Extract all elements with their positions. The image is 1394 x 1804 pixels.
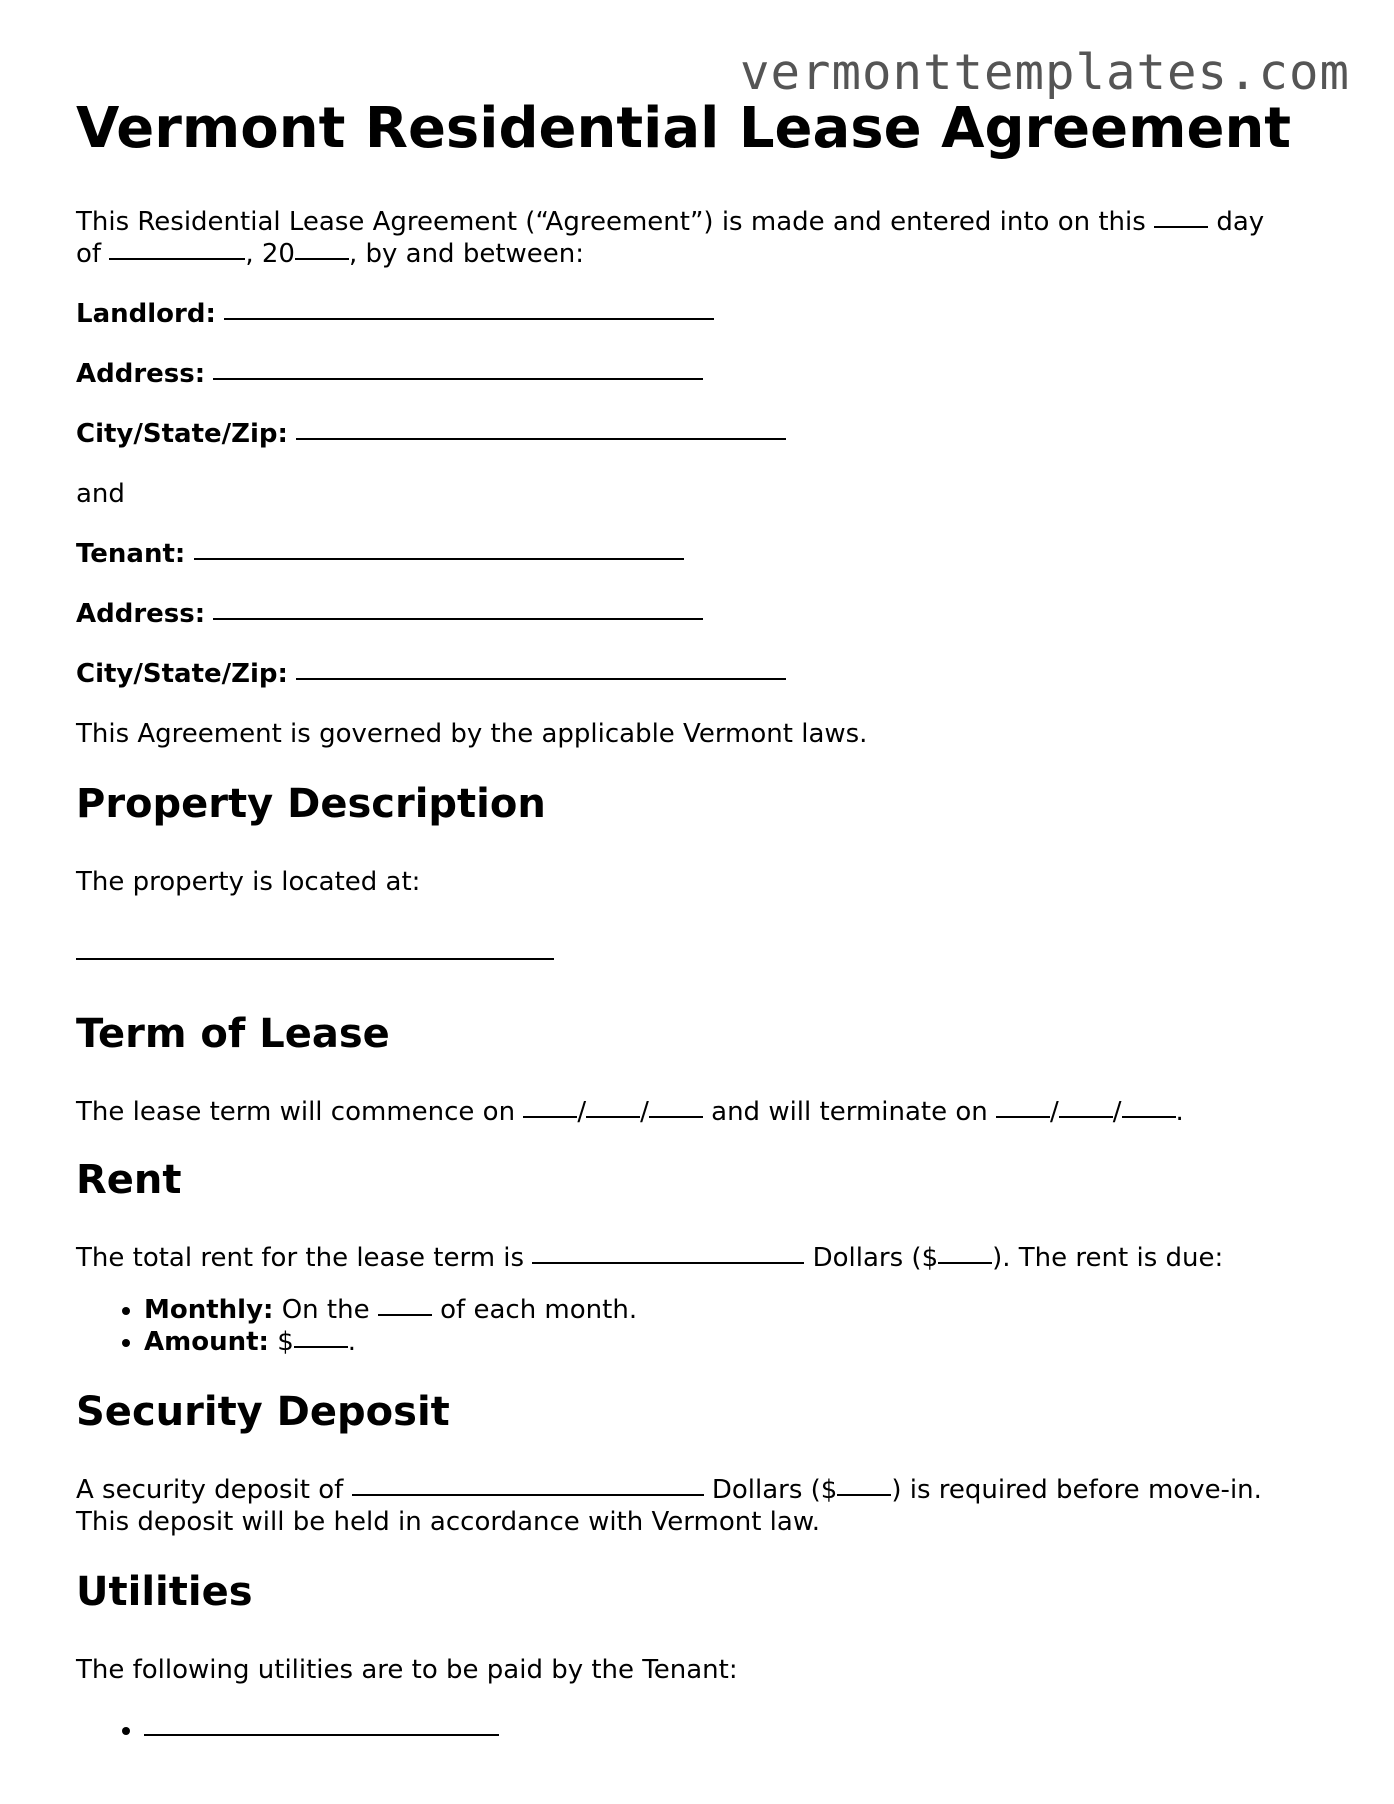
landlord-address-row xyxy=(76,358,1326,390)
list-item xyxy=(144,1294,1326,1326)
list-item xyxy=(144,1326,1326,1358)
start-day-blank[interactable] xyxy=(586,1116,640,1118)
intro-text-3: of xyxy=(76,239,102,269)
amount-end: . xyxy=(347,1327,356,1357)
tenant-address-blank[interactable] xyxy=(213,618,703,620)
tenant-name-row xyxy=(76,538,1326,570)
landlord-address-blank[interactable] xyxy=(213,378,703,380)
rent-heading: Rent xyxy=(76,1157,182,1203)
deposit-text xyxy=(76,1474,1326,1506)
amount-label: Amount: xyxy=(144,1327,269,1357)
month-blank[interactable] xyxy=(109,258,245,260)
landlord-name-row xyxy=(76,298,1326,330)
rent-text xyxy=(76,1242,1326,1274)
term-text-1: The lease term will commence on xyxy=(76,1097,516,1127)
intro-text-5: , by and between: xyxy=(348,239,585,269)
property-address-row xyxy=(76,938,1326,970)
term-text-2: and will terminate on xyxy=(711,1097,988,1127)
term-slash-1: / xyxy=(577,1097,587,1127)
landlord-city-label: City/State/Zip: xyxy=(76,419,288,449)
document-title: Vermont Residential Lease Agreement xyxy=(76,96,1292,161)
rent-total-amount-blank[interactable] xyxy=(938,1262,992,1264)
landlord-label: Landlord: xyxy=(76,299,216,329)
monthly-amount-blank[interactable] xyxy=(294,1346,348,1348)
rent-list xyxy=(76,1294,1326,1358)
utilities-text: The following utilities are to be paid by the Tenant: xyxy=(76,1655,738,1685)
tenant-city-blank[interactable] xyxy=(296,678,786,680)
intro-text-2: day xyxy=(1216,207,1265,237)
rent-total-words-blank[interactable] xyxy=(532,1262,804,1264)
year-blank[interactable] xyxy=(295,258,349,260)
intro-text-1: This Residential Lease Agreement (“Agreement”) is made and entered into on this xyxy=(76,207,1146,237)
day-blank[interactable] xyxy=(1154,226,1208,228)
tenant-city-row xyxy=(76,658,1326,690)
watermark: vermonttemplates.com xyxy=(739,44,1350,101)
list-item xyxy=(144,1714,1326,1746)
rent-text-2: Dollars ($ xyxy=(812,1243,939,1273)
deposit-text-2: Dollars ($ xyxy=(711,1475,838,1505)
monthly-text-2: of each month. xyxy=(440,1295,638,1325)
property-heading: Property Description xyxy=(76,781,546,827)
rent-text-3: ). The rent is due: xyxy=(992,1243,1224,1273)
due-day-blank[interactable] xyxy=(378,1314,432,1316)
deposit-line2: This deposit will be held in accordance with Vermont law. xyxy=(76,1507,820,1537)
intro-paragraph-line2 xyxy=(76,238,1326,270)
property-address-blank[interactable] xyxy=(76,958,554,960)
governed-text: This Agreement is governed by the applicable Vermont laws. xyxy=(76,719,868,749)
monthly-text-1: On the xyxy=(281,1295,370,1325)
landlord-city-blank[interactable] xyxy=(296,438,786,440)
end-month-blank[interactable] xyxy=(996,1116,1050,1118)
deposit-amount-blank[interactable] xyxy=(837,1494,891,1496)
utility-blank[interactable] xyxy=(144,1734,499,1736)
deposit-text-3: ) is required before move-in. xyxy=(891,1475,1262,1505)
term-slash-2: / xyxy=(640,1097,649,1127)
and-text: and xyxy=(76,479,125,509)
amount-prefix: $ xyxy=(277,1327,294,1357)
term-text xyxy=(76,1096,1326,1128)
tenant-city-label: City/State/Zip: xyxy=(76,659,288,689)
intro-paragraph xyxy=(76,206,1326,238)
lease-document xyxy=(76,96,1326,1746)
deposit-text-1: A security deposit of xyxy=(76,1475,344,1505)
utilities-heading: Utilities xyxy=(76,1569,253,1615)
landlord-address-label: Address: xyxy=(76,359,206,389)
tenant-label: Tenant: xyxy=(76,539,186,569)
end-day-blank[interactable] xyxy=(1059,1116,1113,1118)
utilities-list xyxy=(76,1714,1326,1746)
landlord-name-blank[interactable] xyxy=(224,318,714,320)
tenant-name-blank[interactable] xyxy=(194,558,684,560)
end-year-blank[interactable] xyxy=(1122,1116,1176,1118)
rent-text-1: The total rent for the lease term is xyxy=(76,1243,525,1273)
tenant-address-label: Address: xyxy=(76,599,206,629)
start-month-blank[interactable] xyxy=(523,1116,577,1118)
deposit-words-blank[interactable] xyxy=(352,1494,704,1496)
property-text: The property is located at: xyxy=(76,867,421,897)
intro-text-4: , 20 xyxy=(245,239,295,269)
term-slash-4: / xyxy=(1112,1097,1122,1127)
deposit-heading: Security Deposit xyxy=(76,1389,450,1435)
term-heading: Term of Lease xyxy=(76,1011,390,1057)
start-year-blank[interactable] xyxy=(649,1116,703,1118)
monthly-label: Monthly: xyxy=(144,1295,274,1325)
landlord-city-row xyxy=(76,418,1326,450)
term-end: . xyxy=(1175,1097,1184,1127)
tenant-address-row xyxy=(76,598,1326,630)
term-slash-3: / xyxy=(1050,1097,1059,1127)
